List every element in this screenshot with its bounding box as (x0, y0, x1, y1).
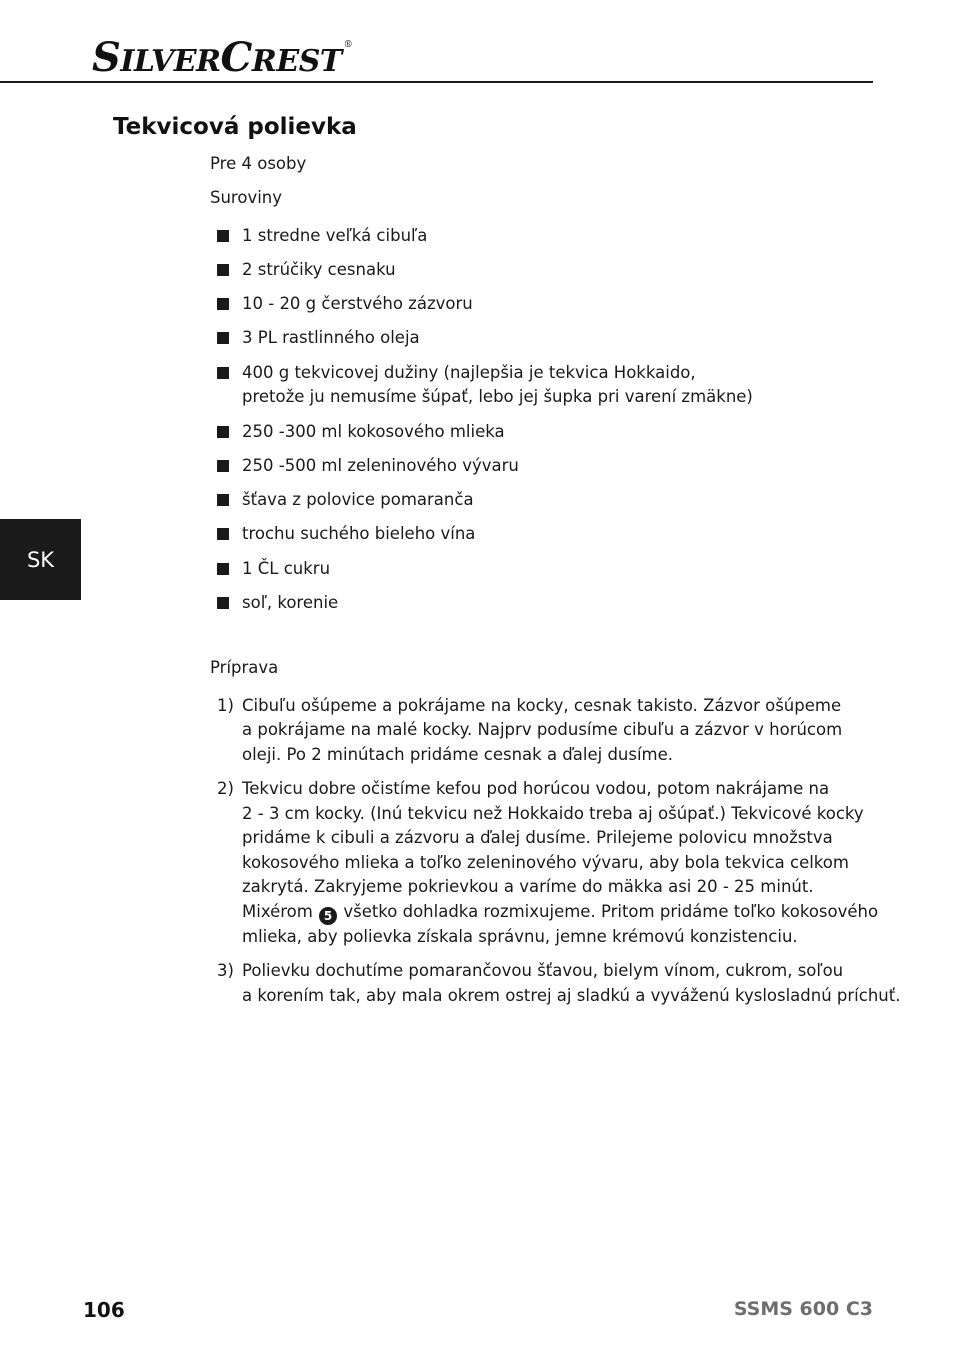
step-number: 3) (217, 961, 234, 980)
part-number-5-icon: 5 (319, 907, 337, 925)
bullet-square-icon (217, 332, 229, 344)
step-line: Mixérom 5 všetko dohladka rozmixujeme. Pritom pridáme toľko kokosového (242, 900, 878, 925)
step-line: Polievku dochutíme pomarančovou šťavou, bielym vínom, cukrom, soľou (242, 961, 844, 980)
model-number: SSMS 600 C3 (733, 1298, 873, 1320)
list-item: 250 -500 ml zeleninového vývaru (242, 456, 519, 475)
step-number: 2) (217, 779, 234, 798)
step-line: kokosového mlieka a toľko zeleninového vývaru, aby bola tekvica celkom (242, 853, 849, 872)
servings: Pre 4 osoby (210, 154, 307, 173)
list-item: 3 PL rastlinného oleja (242, 328, 420, 347)
bullet-square-icon (217, 426, 229, 438)
list-item: 250 -300 ml kokosového mlieka (242, 422, 505, 441)
preparation-heading: Príprava (210, 658, 279, 677)
bullet-square-icon (217, 597, 229, 609)
step-line: a korením tak, aby mala okrem ostrej aj sladkú a vyváženú kyslosladnú príchuť. (242, 986, 901, 1005)
bullet-square-icon (217, 563, 229, 575)
bullet-square-icon (217, 264, 229, 276)
step-line: mlieka, aby polievka získala správnu, jemne krémovú konzistenciu. (242, 927, 798, 946)
list-item: 1 stredne veľká cibuľa (242, 226, 428, 245)
language-tab-sk (0, 519, 81, 600)
step-number: 1) (217, 696, 234, 715)
list-item: 1 ČL cukru (242, 559, 331, 578)
list-item: trochu suchého bieleho vína (242, 524, 476, 543)
list-item-continuation: pretože ju nemusíme šúpať, lebo jej šupka pri varení zmäkne) (242, 387, 753, 406)
language-tab-label: SK (26, 547, 55, 572)
ingredients-heading: Suroviny (210, 188, 283, 207)
list-item: 10 - 20 g čerstvého zázvoru (242, 294, 473, 313)
list-item: 2 strúčiky cesnaku (242, 260, 396, 279)
step-line: Cibuľu ošúpeme a pokrájame na kocky, cesnak takisto. Zázvor ošúpeme (242, 696, 842, 715)
bullet-square-icon (217, 494, 229, 506)
bullet-square-icon (217, 367, 229, 379)
step-line: pridáme k cibuli a zázvoru a ďalej dusíme. Prilejeme polovicu množstva (242, 828, 833, 847)
list-item: 400 g tekvicovej dužiny (najlepšia je tekvica Hokkaido, (242, 363, 696, 382)
list-item: soľ, korenie (242, 593, 339, 612)
step-line: Tekvicu dobre očistíme kefou pod horúcou vodou, potom nakrájame na (242, 779, 830, 798)
step-line: zakrytá. Zakryjeme pokrievkou a varíme do mäkka asi 20 - 25 minút. (242, 877, 814, 896)
bullet-square-icon (217, 528, 229, 540)
page-number: 106 (83, 1298, 125, 1322)
list-item: šťava z polovice pomaranča (242, 490, 474, 509)
header-rule (0, 81, 873, 83)
brand-logo: SILVERCREST ® (92, 34, 353, 81)
step-line: oleji. Po 2 minútach pridáme cesnak a ďalej dusíme. (242, 745, 674, 764)
bullet-square-icon (217, 298, 229, 310)
bullet-square-icon (217, 460, 229, 472)
page-title: Tekvicová polievka (113, 114, 357, 140)
step-line: a pokrájame na malé kocky. Najprv podusíme cibuľu a zázvor v horúcom (242, 720, 843, 739)
step-line: 2 - 3 cm kocky. (Inú tekvicu než Hokkaido treba aj ošúpať.) Tekvicové kocky (242, 804, 864, 823)
bullet-square-icon (217, 230, 229, 242)
